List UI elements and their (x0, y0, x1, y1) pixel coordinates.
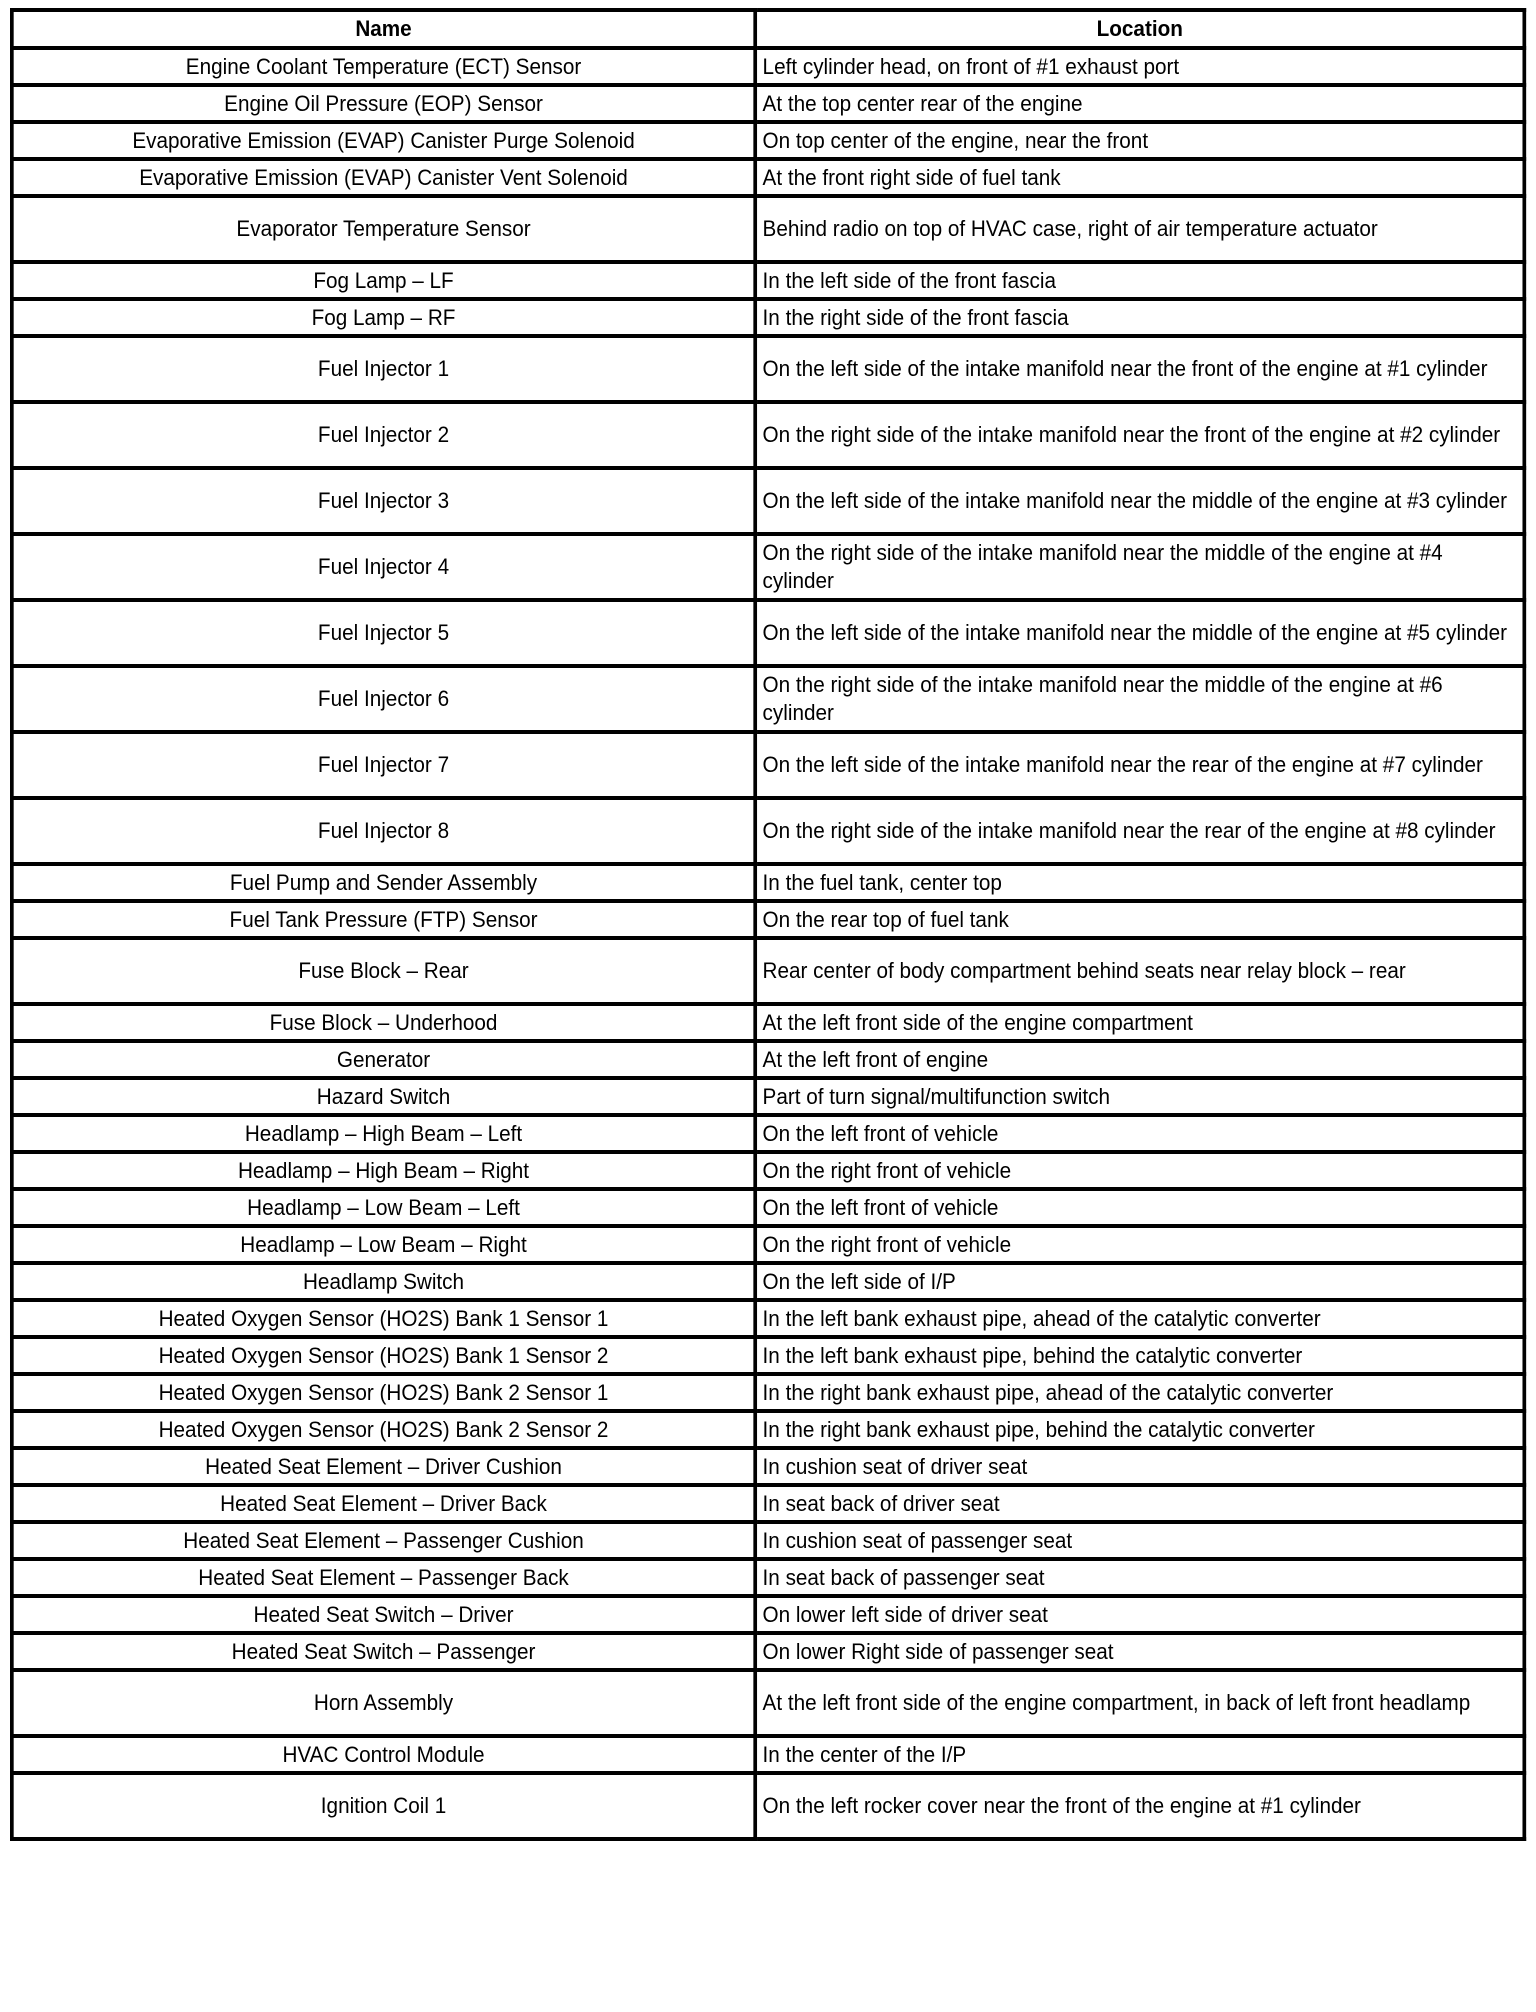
component-name-cell: Fuel Injector 2 (12, 402, 755, 468)
table-row (12, 666, 1524, 732)
component-name-cell: Fuel Tank Pressure (FTP) Sensor (12, 901, 755, 938)
component-location-cell: In the left bank exhaust pipe, behind the catalytic converter (755, 1337, 1524, 1374)
component-location-cell: On the right side of the intake manifold near the rear of the engine at #8 cylinder (755, 798, 1524, 864)
component-location-cell: On the right front of vehicle (755, 1152, 1524, 1189)
component-location-cell: In the right side of the front fascia (755, 299, 1524, 336)
component-location-cell: On the left side of the intake manifold near the middle of the engine at #5 cylinder (755, 600, 1524, 666)
component-name-cell: Fuel Injector 3 (12, 468, 755, 534)
component-name-cell: Heated Oxygen Sensor (HO2S) Bank 1 Sensor 1 (12, 1300, 755, 1337)
table-row (12, 938, 1524, 1004)
component-name-cell: Fuel Injector 5 (12, 600, 755, 666)
component-name-cell: Fuel Injector 4 (12, 534, 755, 600)
component-name-cell: Fuel Injector 7 (12, 732, 755, 798)
component-location-cell: In the right bank exhaust pipe, ahead of the catalytic converter (755, 1374, 1524, 1411)
component-location-cell: On the right front of vehicle (755, 1226, 1524, 1263)
component-location-cell: On the left front of vehicle (755, 1189, 1524, 1226)
component-location-cell: At the top center rear of the engine (755, 85, 1524, 122)
component-name-cell: Fog Lamp – LF (12, 262, 755, 299)
table-row (12, 1115, 1524, 1152)
component-location-cell: On the left rocker cover near the front of the engine at #1 cylinder (755, 1773, 1524, 1839)
table-row (12, 798, 1524, 864)
table-row (12, 864, 1524, 901)
table-row (12, 262, 1524, 299)
component-location-cell: In the right bank exhaust pipe, behind the catalytic converter (755, 1411, 1524, 1448)
table-row (12, 1559, 1524, 1596)
component-name-cell: HVAC Control Module (12, 1736, 755, 1773)
component-location-cell: Behind radio on top of HVAC case, right of air temperature actuator (755, 196, 1524, 262)
component-name-cell: Horn Assembly (12, 1670, 755, 1736)
component-location-cell: In cushion seat of passenger seat (755, 1522, 1524, 1559)
component-location-cell: On the left front of vehicle (755, 1115, 1524, 1152)
table-row (12, 1633, 1524, 1670)
component-name-cell: Fuel Injector 6 (12, 666, 755, 732)
table-row (12, 1736, 1524, 1773)
component-location-cell: In the left bank exhaust pipe, ahead of the catalytic converter (755, 1300, 1524, 1337)
table-row (12, 1189, 1524, 1226)
component-location-cell: On top center of the engine, near the front (755, 122, 1524, 159)
component-location-cell: On lower left side of driver seat (755, 1596, 1524, 1633)
component-name-cell: Ignition Coil 1 (12, 1773, 755, 1839)
table-row (12, 299, 1524, 336)
component-name-cell: Evaporative Emission (EVAP) Canister Vent Solenoid (12, 159, 755, 196)
component-name-cell: Heated Oxygen Sensor (HO2S) Bank 1 Sensor 2 (12, 1337, 755, 1374)
component-name-cell: Fuel Pump and Sender Assembly (12, 864, 755, 901)
table-row (12, 1041, 1524, 1078)
component-location-cell: In cushion seat of driver seat (755, 1448, 1524, 1485)
table-row (12, 402, 1524, 468)
component-location-cell: Part of turn signal/multifunction switch (755, 1078, 1524, 1115)
component-location-cell: On lower Right side of passenger seat (755, 1633, 1524, 1670)
component-location-cell: In the left side of the front fascia (755, 262, 1524, 299)
component-name-cell: Engine Oil Pressure (EOP) Sensor (12, 85, 755, 122)
component-location-cell: On the rear top of fuel tank (755, 901, 1524, 938)
table-row (12, 1337, 1524, 1374)
component-location-cell: On the right side of the intake manifold near the middle of the engine at #6 cylinder (755, 666, 1524, 732)
component-name-cell: Heated Seat Switch – Driver (12, 1596, 755, 1633)
component-location-cell: At the left front side of the engine compartment (755, 1004, 1524, 1041)
component-location-cell: On the right side of the intake manifold near the middle of the engine at #4 cylinder (755, 534, 1524, 600)
table-row (12, 122, 1524, 159)
column-header-location: Location (755, 10, 1524, 48)
component-location-cell: On the left side of the intake manifold near the rear of the engine at #7 cylinder (755, 732, 1524, 798)
component-name-cell: Evaporator Temperature Sensor (12, 196, 755, 262)
component-location-cell: At the front right side of fuel tank (755, 159, 1524, 196)
table-row (12, 1152, 1524, 1189)
table-row (12, 1004, 1524, 1041)
component-name-cell: Fuse Block – Rear (12, 938, 755, 1004)
component-name-cell: Heated Seat Element – Driver Cushion (12, 1448, 755, 1485)
component-name-cell: Fuel Injector 1 (12, 336, 755, 402)
component-name-cell: Evaporative Emission (EVAP) Canister Purge Solenoid (12, 122, 755, 159)
component-location-cell: On the left side of the intake manifold near the middle of the engine at #3 cylinder (755, 468, 1524, 534)
table-row (12, 48, 1524, 85)
component-name-cell: Heated Oxygen Sensor (HO2S) Bank 2 Sensor 1 (12, 1374, 755, 1411)
table-row (12, 1226, 1524, 1263)
component-name-cell: Generator (12, 1041, 755, 1078)
table-row (12, 600, 1524, 666)
component-name-cell: Heated Seat Element – Driver Back (12, 1485, 755, 1522)
table-row (12, 1263, 1524, 1300)
table-row (12, 1596, 1524, 1633)
component-name-cell: Headlamp – High Beam – Left (12, 1115, 755, 1152)
component-location-cell: In seat back of driver seat (755, 1485, 1524, 1522)
table-row (12, 196, 1524, 262)
column-header-name: Name (12, 10, 755, 48)
component-location-cell: At the left front of engine (755, 1041, 1524, 1078)
component-location-cell: In the center of the I/P (755, 1736, 1524, 1773)
component-location-cell: In seat back of passenger seat (755, 1559, 1524, 1596)
component-name-cell: Fuse Block – Underhood (12, 1004, 755, 1041)
table-row (12, 534, 1524, 600)
table-body (12, 48, 1524, 1839)
component-name-cell: Headlamp – High Beam – Right (12, 1152, 755, 1189)
table-row (12, 1670, 1524, 1736)
component-locator-table (10, 8, 1526, 1841)
component-name-cell: Heated Seat Element – Passenger Back (12, 1559, 755, 1596)
table-row (12, 336, 1524, 402)
table-row (12, 732, 1524, 798)
component-location-cell: On the left side of I/P (755, 1263, 1524, 1300)
table-row (12, 85, 1524, 122)
component-location-cell: Rear center of body compartment behind seats near relay block – rear (755, 938, 1524, 1004)
table-row (12, 1411, 1524, 1448)
component-name-cell: Heated Seat Switch – Passenger (12, 1633, 755, 1670)
component-name-cell: Headlamp Switch (12, 1263, 755, 1300)
header-row (12, 10, 1524, 48)
component-location-cell: In the fuel tank, center top (755, 864, 1524, 901)
component-name-cell: Headlamp – Low Beam – Right (12, 1226, 755, 1263)
table-row (12, 1078, 1524, 1115)
component-location-cell: Left cylinder head, on front of #1 exhaust port (755, 48, 1524, 85)
component-location-cell: On the left side of the intake manifold near the front of the engine at #1 cylinder (755, 336, 1524, 402)
component-name-cell: Fuel Injector 8 (12, 798, 755, 864)
table-row (12, 901, 1524, 938)
component-name-cell: Engine Coolant Temperature (ECT) Sensor (12, 48, 755, 85)
component-name-cell: Heated Oxygen Sensor (HO2S) Bank 2 Sensor 2 (12, 1411, 755, 1448)
table-row (12, 468, 1524, 534)
component-location-cell: At the left front side of the engine compartment, in back of left front headlamp (755, 1670, 1524, 1736)
component-name-cell: Fog Lamp – RF (12, 299, 755, 336)
component-name-cell: Heated Seat Element – Passenger Cushion (12, 1522, 755, 1559)
table-row (12, 1522, 1524, 1559)
component-location-cell: On the right side of the intake manifold near the front of the engine at #2 cylinder (755, 402, 1524, 468)
table-row (12, 1374, 1524, 1411)
table-row (12, 1448, 1524, 1485)
table-row (12, 159, 1524, 196)
component-name-cell: Hazard Switch (12, 1078, 755, 1115)
table-row (12, 1773, 1524, 1839)
table-row (12, 1300, 1524, 1337)
component-name-cell: Headlamp – Low Beam – Left (12, 1189, 755, 1226)
table-row (12, 1485, 1524, 1522)
